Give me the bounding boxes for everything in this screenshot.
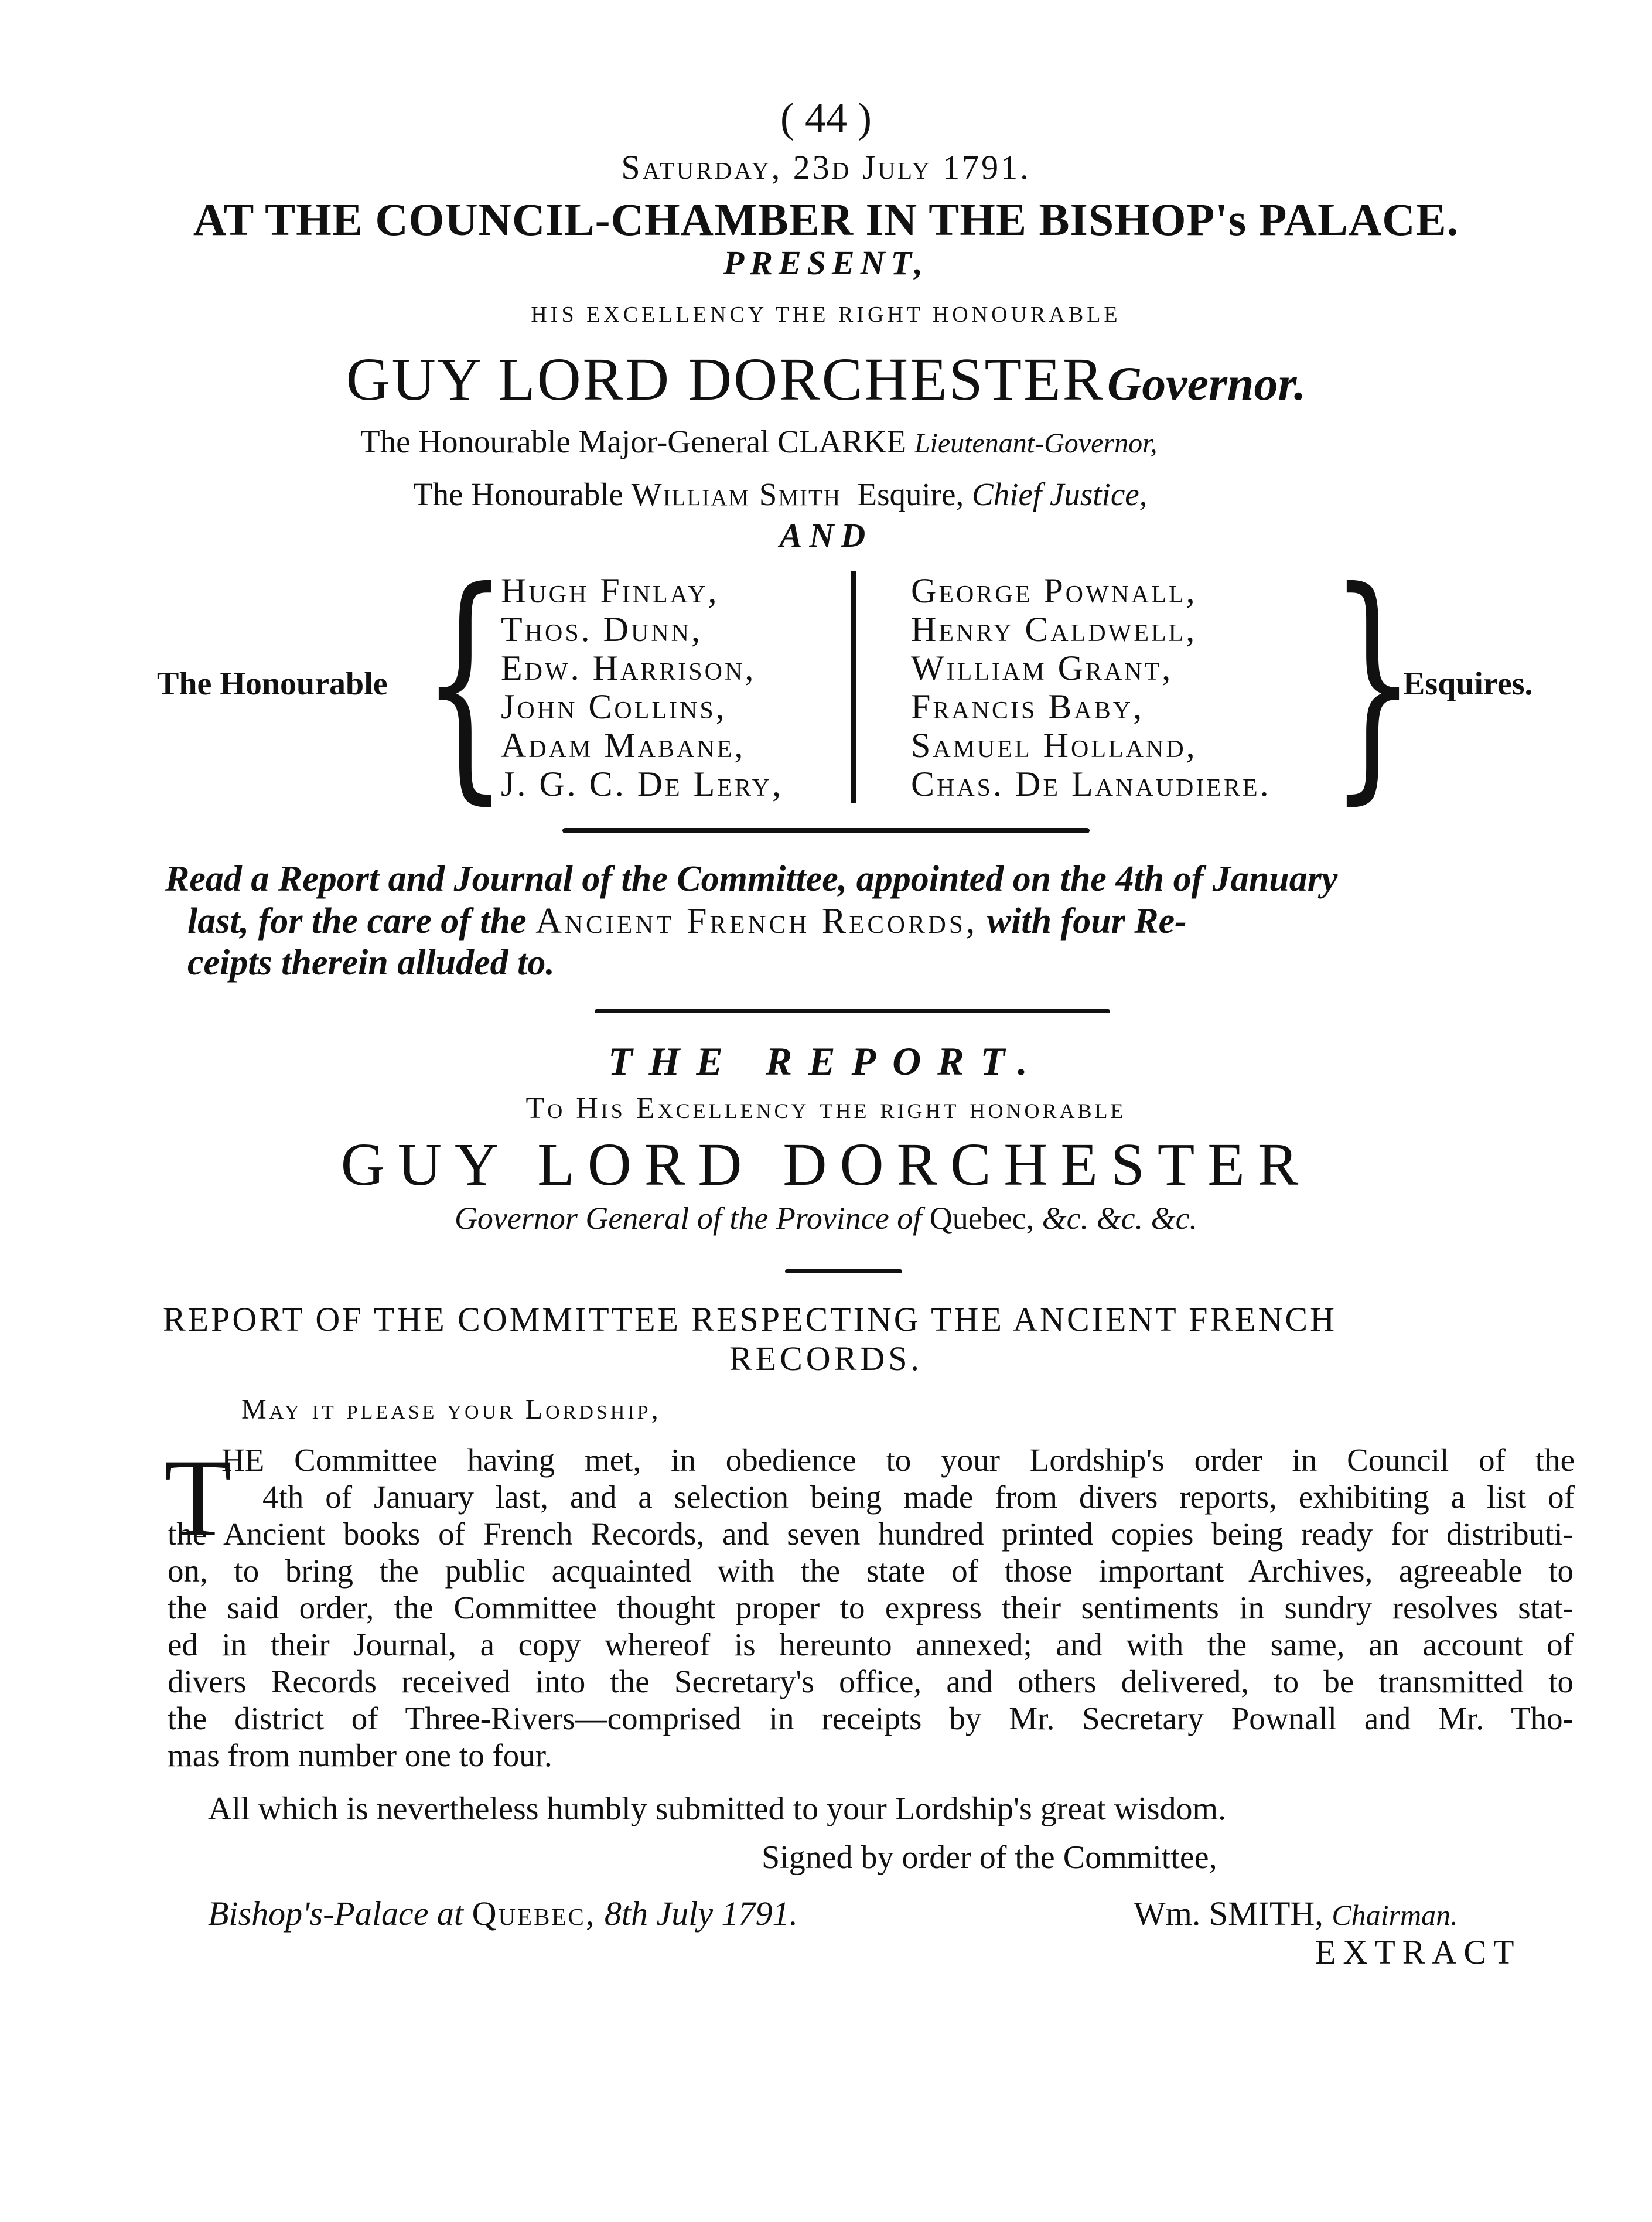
member-right: Samuel Holland,	[911, 726, 1197, 765]
body-line: divers Records received into the Secretary's office, and others delivered, to be transmitted to	[168, 1664, 1574, 1699]
read-report-part-b: Ancient French Records,	[535, 901, 978, 941]
chief-justice-line	[413, 476, 1147, 513]
member-left: Edw. Harrison,	[501, 649, 756, 687]
governor-title: Governor.	[1107, 357, 1306, 410]
addressee-title-a: Governor General of the Province of	[454, 1201, 922, 1236]
report-title-line-2: RECORDS.	[729, 1340, 923, 1378]
governor-line	[0, 345, 1652, 414]
page-number: ( 44 )	[780, 94, 872, 141]
body-line: 4th of January last, and a selection being made from divers reports, exhibiting a list of	[262, 1479, 1575, 1515]
chief-justice-title: Chief Justice,	[972, 476, 1148, 512]
divider-rule-1	[562, 828, 1090, 833]
member-right: William Grant,	[911, 649, 1173, 687]
his-excellency-line: HIS EXCELLENCY THE RIGHT HONOURABLE	[531, 302, 1121, 327]
divider-rule-3	[785, 1269, 902, 1273]
signatory-title: Chairman.	[1332, 1899, 1458, 1931]
signatory	[1134, 1894, 1458, 1933]
body-line: the said order, the Committee thought proper to express their sentiments in sundry resolves stat-	[168, 1590, 1574, 1625]
chief-justice-name: William Smith	[631, 476, 842, 512]
member-left: Adam Mabane,	[501, 726, 746, 765]
body-line-last: mas from number one to four.	[168, 1737, 552, 1773]
venue-heading: AT THE COUNCIL-CHAMBER IN THE BISHOP's PALACE.	[193, 194, 1459, 245]
addressee-title	[0, 1200, 1652, 1236]
chief-justice-prefix: The Honourable	[413, 476, 623, 512]
place-date-a: Bishop's-Palace at	[208, 1894, 464, 1933]
place-date-c: 8th July 1791.	[604, 1894, 798, 1933]
closing-line: All which is nevertheless humbly submitted to your Lordship's great wisdom.	[208, 1791, 1227, 1827]
member-right: Francis Baby,	[911, 687, 1145, 726]
body-line: on, to bring the public acquainted with the state of those important Archives, agreeable to	[168, 1553, 1574, 1589]
member-left: John Collins,	[501, 687, 727, 726]
member-right: George Pownall,	[911, 571, 1197, 610]
read-report-part-a: last, for the care of the	[187, 901, 527, 941]
addressee-name: GUY LORD DORCHESTER	[340, 1131, 1312, 1198]
lt-governor-line	[360, 423, 1157, 460]
signed-line: Signed by order of the Committee,	[762, 1839, 1217, 1876]
place-date	[208, 1894, 798, 1933]
place-date-b: Quebec,	[472, 1894, 596, 1933]
member-right: Henry Caldwell,	[911, 610, 1197, 649]
body-line: the Ancient books of French Records, and seven hundred printed copies being ready for distributi-	[168, 1516, 1574, 1552]
lt-governor-prefix: The Honourable Major-General	[360, 424, 770, 459]
addressee-title-b: Quebec,	[929, 1201, 1035, 1236]
member-left: J. G. C. De Lery,	[501, 765, 784, 803]
honourable-label: The Honourable	[157, 666, 388, 702]
read-report-part-c: with four Re-	[987, 901, 1187, 941]
report-heading: THE REPORT.	[608, 1039, 1044, 1083]
members-right-column	[911, 571, 1271, 803]
right-brace: }	[1330, 539, 1416, 826]
governor-name: GUY LORD DORCHESTER	[346, 346, 1105, 413]
report-title-line-1: REPORT OF THE COMMITTEE RESPECTING THE ANCIENT FRENCH	[163, 1300, 1337, 1338]
present-label: PRESENT,	[723, 244, 929, 282]
read-report-line-3: ceipts therein alluded to.	[187, 943, 555, 983]
body-line: HE Committee having met, in obedience to your Lordship's order in Council of the	[221, 1442, 1575, 1478]
signatory-name: Wm. SMITH,	[1134, 1894, 1323, 1933]
esquires-label: Esquires.	[1403, 666, 1533, 702]
addressee-title-c: &c. &c. &c.	[1042, 1201, 1198, 1236]
body-line: ed in their Journal, a copy whereof is hereunto annexed; and with the same, an account of	[168, 1627, 1574, 1662]
member-left: Thos. Dunn,	[501, 610, 702, 649]
member-left: Hugh Finlay,	[501, 571, 719, 610]
salutation: May it please your Lordship,	[241, 1394, 661, 1425]
member-right: Chas. De Lanaudiere.	[911, 765, 1271, 803]
read-report-line-1: Read a Report and Journal of the Committee, appointed on the 4th of January	[165, 859, 1338, 899]
column-divider	[851, 571, 856, 803]
drop-cap: T	[164, 1437, 233, 1560]
body-line: the district of Three-Rivers—comprised in receipts by Mr. Secretary Pownall and Mr. Tho-	[168, 1700, 1574, 1736]
divider-rule-2	[595, 1009, 1110, 1013]
and-label: AND	[779, 516, 873, 554]
read-report-line-2	[187, 901, 1187, 942]
left-brace: {	[422, 539, 508, 826]
lt-governor-name: CLARKE	[777, 424, 907, 459]
to-his-excellency-line: To His Excellency the right honorable	[525, 1092, 1127, 1125]
members-left-column	[501, 571, 783, 803]
date-line: Saturday, 23d July 1791.	[621, 148, 1031, 186]
catchword: EXTRACT	[1315, 1933, 1521, 1971]
lt-governor-title: Lieutenant-Governor,	[914, 428, 1158, 459]
chief-justice-esq: Esquire,	[857, 476, 964, 512]
